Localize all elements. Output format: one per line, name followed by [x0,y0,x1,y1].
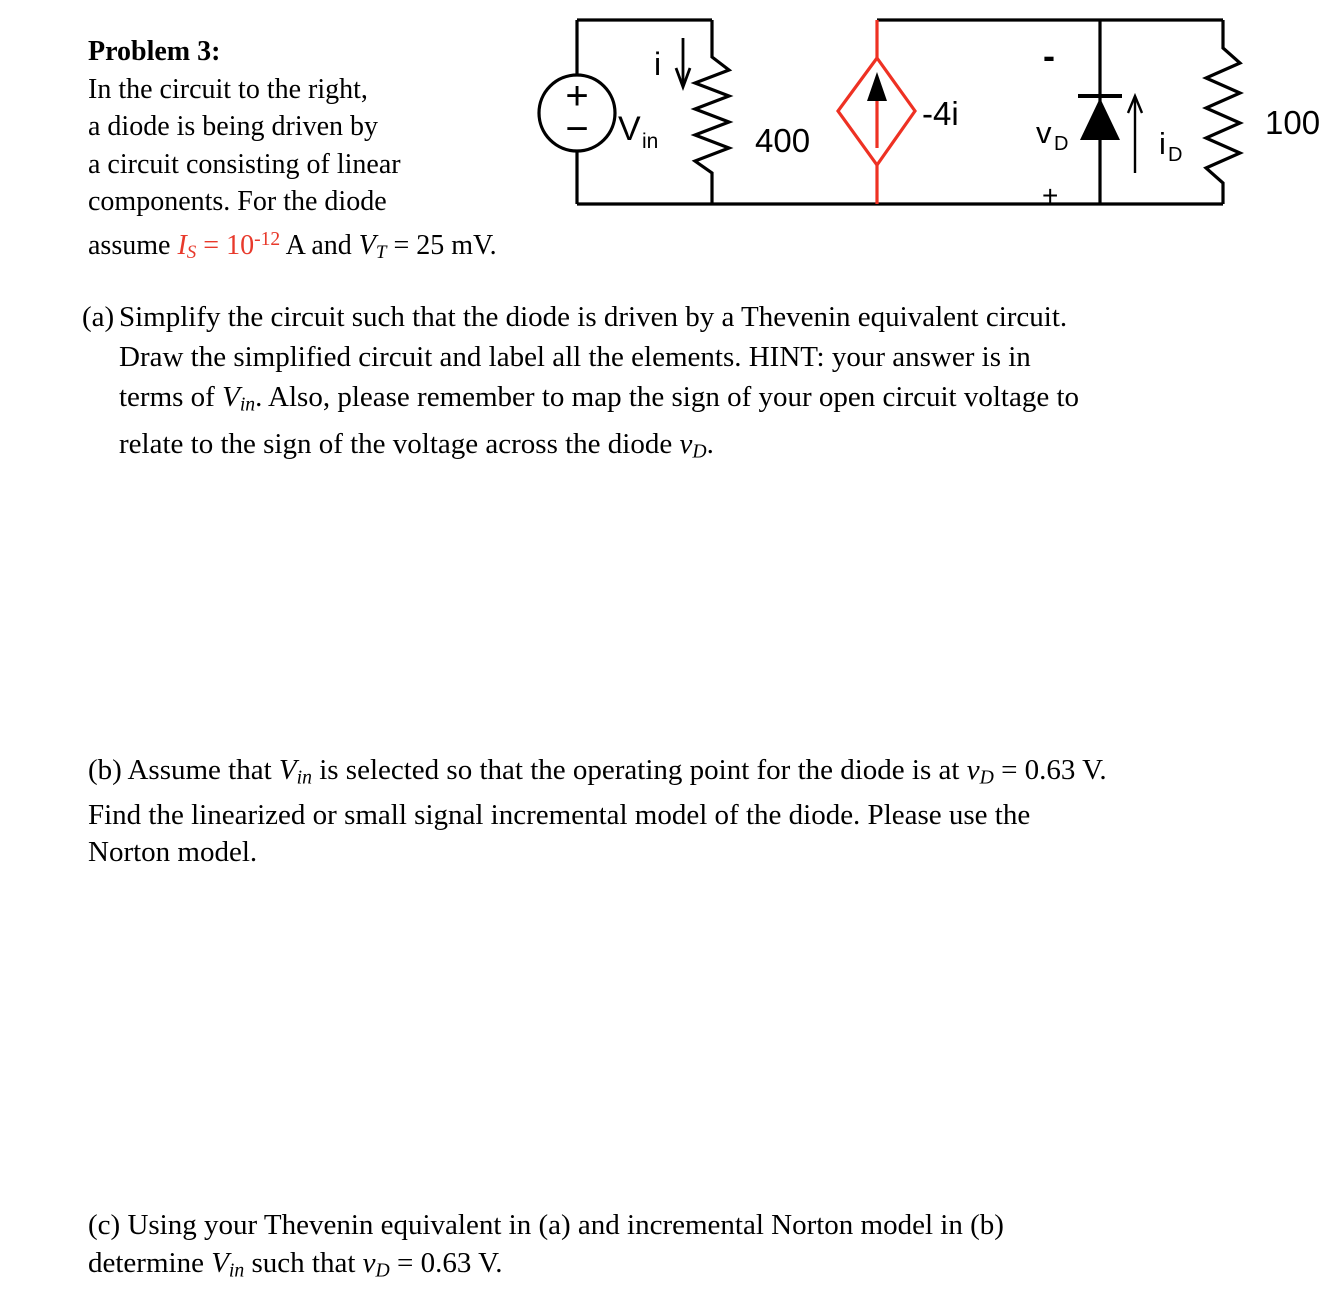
math-var-Is: I [177,229,187,261]
part-b-line-1 [88,752,1107,797]
intro-assume-line [88,221,497,272]
source-plus-label: + [565,74,589,118]
diode-plus-label: + [1042,180,1059,211]
text-run: Using your Thevenin equivalent in (a) and incremental Norton model in (b) [127,1209,1004,1241]
text-run: A and [280,229,359,261]
text-run: = 0.63 V. [993,754,1107,786]
part-b-line-2: Find the linearized or small signal incremental model of the diode. Please use the [88,798,1031,831]
diode-minus-label: - [1043,35,1055,76]
text-run: = 25 mV. [386,229,497,261]
resistor-100-value: 100 [1265,104,1321,141]
text-run: determine [88,1246,212,1279]
resistor-400 [695,20,729,204]
part-c-line-1 [88,1207,1004,1245]
vd-subscript: D [1054,133,1069,155]
resistor-400-value: 400 [755,122,811,159]
part-c [88,1207,1004,1289]
vin-label: V [618,110,641,148]
math-var-Vt: V [358,229,376,261]
math-sub-in: in [228,1258,245,1281]
dep-source-label: -4i [922,95,959,132]
source-minus-label: − [565,107,589,151]
part-a-line-2: Draw the simplified circuit and label all the elements. HINT: your answer is in [119,341,1031,373]
math-var-vd: v [966,754,980,786]
math-sub-D: D [375,1258,390,1281]
intro-line-4: components. For the diode [88,186,387,217]
text-run: is selected so that the operating point for the diode is at [311,754,967,786]
part-a-line-4 [119,424,1079,471]
part-b [88,752,1107,872]
id-subscript: D [1168,144,1183,166]
math-var-Vin: V [211,1246,229,1279]
math-sub-S: S [186,241,197,263]
text-run: Assume that [127,754,279,786]
text-run: terms of [119,381,223,413]
diode-icon [1080,98,1120,140]
math-var-Vin: V [278,754,297,786]
part-a-line-1: Simplify the circuit such that the diode is driven by a Thevenin equivalent circuit. [119,301,1068,333]
part-a-line-3 [119,377,1079,424]
math-var-Vin: V [222,381,240,413]
part-a [82,297,1079,472]
id-label: i [1159,126,1166,161]
resistor-100 [1206,20,1240,204]
vd-label: v [1036,115,1052,150]
part-c-label: (c) [88,1209,128,1241]
dep-source-arrow-head-icon [867,72,887,101]
math-sub-T: T [375,241,387,263]
intro-line-3: a circuit consisting of linear [88,148,401,180]
part-b-line-3: Norton model. [88,836,258,869]
math-sub-D: D [692,440,707,463]
text-run: . [706,428,714,461]
math-exp: -12 [254,228,281,250]
i-label: i [654,46,662,82]
intro-line-2: a diode is being driven by [88,111,379,142]
math-var-vd: v [679,428,693,461]
problem-intro [88,33,497,271]
vin-subscript: in [642,130,659,153]
text-run: . Also, please remember to map the sign of your open circuit voltage to [255,381,1080,413]
math-sub-D: D [979,766,994,789]
text-run: assume [88,229,178,261]
math-var-vd: v [362,1246,376,1279]
text-run: such that [244,1246,363,1279]
part-a-label: (a) [82,301,115,333]
math-sub-in: in [239,393,256,416]
circuit-diagram [530,8,1328,218]
part-b-label: (b) [88,754,128,786]
math-eq: = 10 [196,229,255,261]
text-run: relate to the sign of the voltage across the diode [119,428,680,461]
part-c-line-2 [88,1245,1004,1290]
math-sub-in: in [296,766,312,789]
problem-title: Problem 3: [88,36,221,67]
part-a-body [119,297,1079,472]
intro-line-1: In the circuit to the right, [88,73,368,105]
text-run: = 0.63 V. [389,1246,503,1279]
